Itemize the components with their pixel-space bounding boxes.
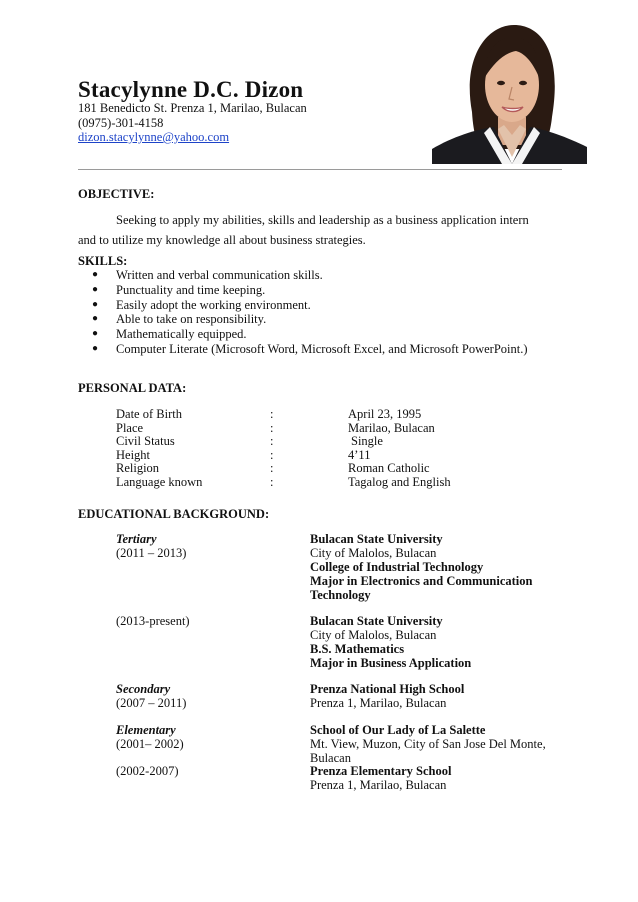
personal-data-row — [0, 407, 638, 421]
email-link[interactable]: dizon.stacylynne@yahoo.com — [78, 130, 230, 144]
pd-value: Marilao, Bulacan — [348, 421, 435, 435]
elementary-address: Mt. View, Muzon, City of San Jose Del Monte, — [310, 737, 546, 751]
bullet-icon: ● — [92, 313, 99, 325]
pd-label: Height — [116, 448, 151, 462]
skill-item: ● Able to take on responsibility. — [92, 312, 267, 327]
secondary-school: Prenza National High School — [310, 682, 465, 696]
secondary-address: Prenza 1, Marilao, Bulacan — [310, 696, 447, 710]
pd-label: Date of Birth — [116, 407, 182, 421]
personal-data-row — [0, 448, 638, 462]
tertiary-major: Major in Business Application — [310, 656, 472, 670]
tertiary-city: City of Malolos, Bulacan — [310, 628, 437, 642]
skill-item: ● Punctuality and time keeping. — [92, 282, 266, 297]
personal-data-row — [0, 461, 638, 475]
personal-data-row — [0, 475, 638, 489]
secondary-period: (2007 – 2011) — [116, 696, 187, 710]
objective-text: Seeking to apply my abilities, skills and leadership as a business application intern and to utilize my knowledge all about business strategies. — [78, 213, 529, 247]
elementary-address-cont: Bulacan — [310, 751, 351, 765]
bullet-icon: ● — [92, 328, 99, 340]
elementary-address: Prenza 1, Marilao, Bulacan — [310, 778, 447, 792]
tertiary-school: Bulacan State University — [310, 532, 443, 546]
tertiary-major: Major in Electronics and Communication — [310, 574, 533, 588]
pd-separator: : — [270, 434, 274, 448]
pd-label: Civil Status — [116, 434, 175, 448]
address: 181 Benedicto St. Prenza 1, Marilao, Bulacan — [78, 101, 307, 115]
bullet-icon: ● — [92, 283, 99, 295]
education-heading: EDUCATIONAL BACKGROUND: — [78, 507, 270, 521]
tertiary-school: Bulacan State University — [310, 614, 443, 628]
tertiary-period: (2011 – 2013) — [116, 546, 187, 560]
pd-separator: : — [270, 461, 274, 475]
personal-data-row — [0, 421, 638, 435]
bullet-icon: ● — [92, 269, 99, 280]
pd-label: Religion — [116, 461, 160, 475]
skill-item: ● Written and verbal communication skills. — [92, 268, 323, 282]
skills-list — [92, 268, 528, 357]
tertiary-degree: B.S. Mathematics — [310, 642, 405, 656]
skill-item: ● Easily adopt the working environment. — [92, 297, 311, 312]
bullet-icon: ● — [92, 342, 99, 354]
pd-separator: : — [270, 421, 274, 435]
profile-photo — [432, 17, 587, 164]
pd-value: Roman Catholic — [348, 461, 430, 475]
tertiary-major-cont: Technology — [310, 588, 371, 602]
pd-separator: : — [270, 448, 274, 462]
header-divider — [78, 169, 562, 170]
secondary-level: Secondary — [116, 682, 171, 696]
skill-item: ● Mathematically equipped. — [92, 327, 247, 342]
pd-separator: : — [270, 407, 274, 421]
pd-value: 4’11 — [348, 448, 371, 462]
pd-value: April 23, 1995 — [348, 407, 422, 421]
elementary-period: (2001– 2002) — [116, 737, 184, 751]
elementary-school: School of Our Lady of La Salette — [310, 723, 486, 737]
pd-separator: : — [270, 475, 274, 489]
tertiary-level: Tertiary — [116, 532, 157, 546]
tertiary-college: College of Industrial Technology — [310, 560, 484, 574]
personal-data-heading: PERSONAL DATA: — [78, 381, 187, 395]
elementary-level: Elementary — [116, 723, 176, 737]
applicant-name: Stacylynne D.C. Dizon — [78, 77, 304, 102]
tertiary-city: City of Malolos, Bulacan — [310, 546, 437, 560]
pd-label: Place — [116, 421, 144, 435]
skills-heading: SKILLS: — [78, 254, 128, 268]
phone-number: (0975)-301-4158 — [78, 116, 164, 130]
skill-item: ● Computer Literate (Microsoft Word, Microsoft Excel, and Microsoft PowerPoint.) — [92, 341, 528, 356]
pd-label: Language known — [116, 475, 203, 489]
elementary-period: (2002-2007) — [116, 764, 179, 778]
objective-heading: OBJECTIVE: — [78, 187, 155, 201]
pd-value: Single — [351, 434, 383, 448]
tertiary-period: (2013-present) — [116, 614, 190, 628]
bullet-icon: ● — [92, 298, 99, 310]
pd-value: Tagalog and English — [348, 475, 451, 489]
elementary-school: Prenza Elementary School — [310, 764, 452, 778]
personal-data-row — [0, 434, 638, 448]
